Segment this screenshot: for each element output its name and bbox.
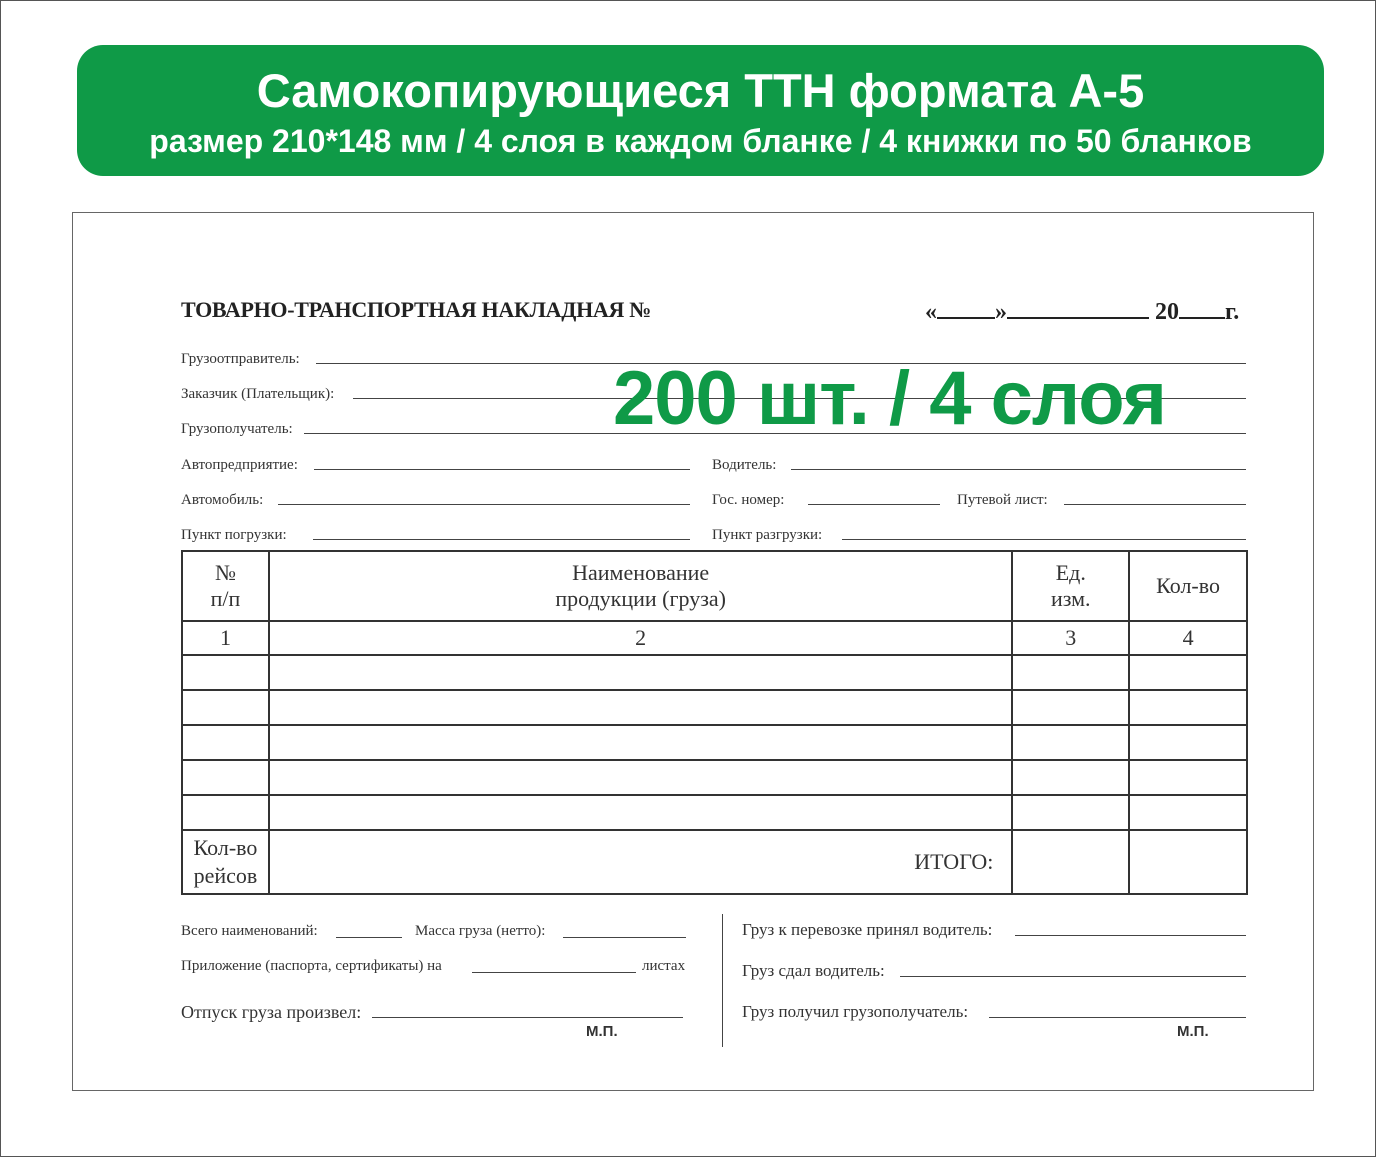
- cell[interactable]: [1129, 760, 1247, 795]
- header-num-line2: п/п: [210, 586, 241, 611]
- month-blank[interactable]: [1007, 295, 1149, 319]
- cell[interactable]: [1129, 690, 1247, 725]
- total-label: ИТОГО:: [269, 830, 1012, 894]
- total-qty-cell[interactable]: [1129, 830, 1247, 894]
- cell[interactable]: [269, 795, 1012, 830]
- customer-label: Заказчик (Плательщик):: [181, 386, 335, 402]
- quantity-stamp: 200 шт. / 4 слоя: [613, 356, 1166, 441]
- carrier-label: Автопредприятие:: [181, 457, 298, 473]
- header-unit-line2: изм.: [1050, 586, 1091, 611]
- cell[interactable]: [1129, 795, 1247, 830]
- unloading-field[interactable]: [842, 539, 1246, 540]
- loading-field[interactable]: [313, 539, 690, 540]
- handed-driver-field[interactable]: [900, 976, 1246, 977]
- document-title: ТОВАРНО-ТРАНСПОРТНАЯ НАКЛАДНАЯ №: [181, 297, 652, 322]
- product-banner: [77, 45, 1324, 176]
- colnum-1: 1: [182, 621, 269, 655]
- attachment-label: Приложение (паспорта, сертификаты) на: [181, 958, 442, 974]
- stamp-place-right: М.П.: [1177, 1023, 1209, 1040]
- consignee-label: Грузополучатель:: [181, 421, 293, 437]
- released-by-field[interactable]: [372, 1017, 683, 1018]
- day-blank[interactable]: [937, 295, 995, 319]
- cell[interactable]: [182, 725, 269, 760]
- trips-label: [182, 830, 269, 894]
- cell[interactable]: [1012, 795, 1129, 830]
- header-num-line1: №: [214, 560, 236, 585]
- cell[interactable]: [182, 690, 269, 725]
- stamp-place-left: М.П.: [586, 1023, 618, 1040]
- handed-driver-label: Груз сдал водитель:: [742, 961, 885, 980]
- cell[interactable]: [269, 655, 1012, 690]
- banner-title: Самокопирующиеся ТТН формата А-5: [256, 64, 1145, 117]
- accepted-driver-field[interactable]: [1015, 935, 1246, 936]
- cell[interactable]: [1012, 655, 1129, 690]
- driver-field[interactable]: [791, 469, 1246, 470]
- header-num: [182, 551, 269, 621]
- table-row: [182, 655, 1247, 690]
- cell[interactable]: [1012, 690, 1129, 725]
- header-name: [269, 551, 1012, 621]
- waybill-field[interactable]: [1064, 504, 1246, 505]
- header-name-line1: Наименование: [572, 560, 710, 585]
- banner-subtitle: размер 210*148 мм / 4 слоя в каждом бланке / 4 книжки по 50 бланков: [149, 123, 1252, 159]
- header-name-line2: продукции (груза): [555, 586, 726, 611]
- table-header-row: [182, 551, 1247, 621]
- table-row: [182, 760, 1247, 795]
- colnum-3: 3: [1012, 621, 1129, 655]
- cell[interactable]: [182, 655, 269, 690]
- waybill-form: [72, 212, 1314, 1091]
- released-by-label: Отпуск груза произвел:: [181, 1002, 362, 1022]
- total-unit-cell[interactable]: [1012, 830, 1129, 894]
- date-open-quote: «: [925, 299, 937, 325]
- sheets-label: листах: [642, 958, 686, 974]
- footer-divider: [722, 914, 723, 1047]
- plate-label: Гос. номер:: [712, 492, 785, 508]
- header-unit: [1012, 551, 1129, 621]
- header-qty: Кол-во: [1129, 551, 1247, 621]
- net-mass-field[interactable]: [563, 937, 686, 938]
- cell[interactable]: [269, 725, 1012, 760]
- year-prefix: 20: [1155, 299, 1179, 325]
- cell[interactable]: [269, 760, 1012, 795]
- cell[interactable]: [1129, 725, 1247, 760]
- total-items-label: Всего наименований:: [181, 923, 318, 939]
- vehicle-label: Автомобиль:: [181, 492, 264, 508]
- table-row: [182, 690, 1247, 725]
- waybill-label: Путевой лист:: [957, 492, 1048, 508]
- goods-table: [181, 550, 1248, 895]
- column-number-row: [182, 621, 1247, 655]
- total-items-field[interactable]: [336, 937, 402, 938]
- colnum-4: 4: [1129, 621, 1247, 655]
- received-consignee-label: Груз получил грузополучатель:: [742, 1002, 969, 1021]
- plate-field[interactable]: [808, 504, 940, 505]
- trips-label-line1: Кол-во: [193, 835, 258, 860]
- accepted-driver-label: Груз к перевозке принял водитель:: [742, 920, 993, 939]
- unloading-label: Пункт разгрузки:: [712, 527, 823, 543]
- header-unit-line1: Ед.: [1055, 560, 1086, 585]
- table-row: [182, 795, 1247, 830]
- cell[interactable]: [1012, 725, 1129, 760]
- carrier-field[interactable]: [314, 469, 690, 470]
- vehicle-field[interactable]: [278, 504, 690, 505]
- net-mass-label: Масса груза (нетто):: [415, 923, 546, 939]
- colnum-2: 2: [269, 621, 1012, 655]
- date-close-quote: »: [995, 299, 1007, 325]
- received-consignee-field[interactable]: [989, 1017, 1246, 1018]
- cell[interactable]: [182, 760, 269, 795]
- attachment-field[interactable]: [472, 972, 636, 973]
- cell[interactable]: [1129, 655, 1247, 690]
- table-row: [182, 725, 1247, 760]
- cell[interactable]: [182, 795, 269, 830]
- year-suffix: г.: [1225, 299, 1240, 325]
- driver-label: Водитель:: [712, 457, 777, 473]
- date-line: [925, 295, 1239, 326]
- shipper-label: Грузоотправитель:: [181, 351, 300, 367]
- year-blank[interactable]: [1179, 295, 1225, 319]
- trips-label-line2: рейсов: [193, 863, 258, 888]
- cell[interactable]: [269, 690, 1012, 725]
- cell[interactable]: [1012, 760, 1129, 795]
- loading-label: Пункт погрузки:: [181, 527, 287, 543]
- total-row: [182, 830, 1247, 894]
